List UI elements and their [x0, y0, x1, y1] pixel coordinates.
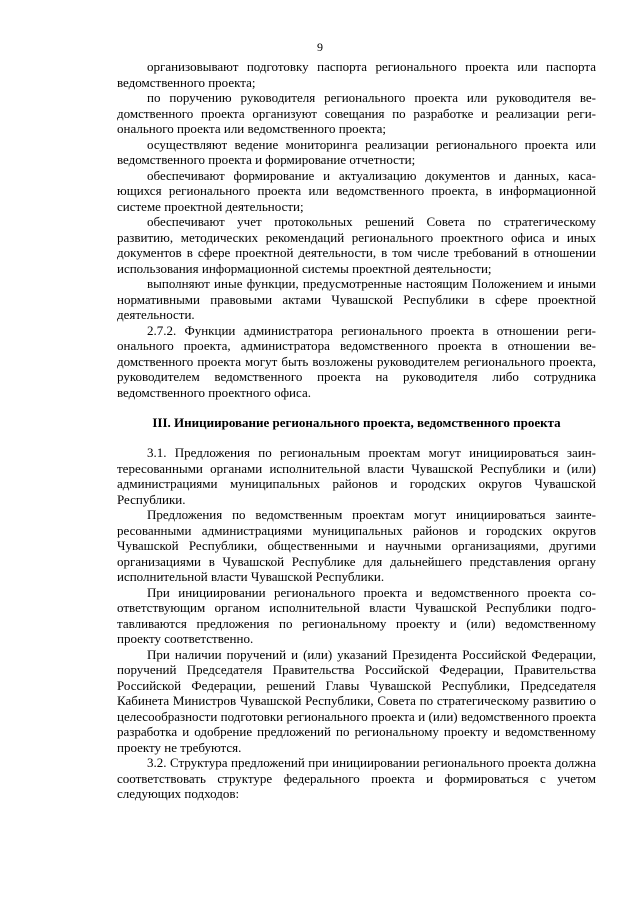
paragraph: обеспечивают учет протокольных решений Совета по стратегическому развитию, методических рекомендаций регионального проектного офиса и иных документов в сфере проектной деятельности, в том числе требований в отношении использования информационной системы проектной деятельности;	[117, 214, 596, 276]
paragraph: по поручению руководителя регионального проекта или руководителя ведомственного проекта организуют совещания по разработке и реализации регионального проекта или ведомственного проекта;	[117, 90, 596, 136]
paragraph: Предложения по ведомственным проектам могут инициироваться заинтересованными администрациями муниципальных районов и городских округов Чувашской Республики, общественными и научными организациями, другими организациями в Чувашской Республике для дальнейшего представления органу исполнительной власти Чувашской Республики.	[117, 507, 596, 584]
paragraph: 3.1. Предложения по региональным проектам могут инициироваться заинтересованными органами исполнительной власти Чувашской Республики и (или) администрациями муниципальных районов и городских округов Чувашской Республики.	[117, 445, 596, 507]
paragraph: осуществляют ведение мониторинга реализации регионального проекта или ведомственного проекта и формирование отчетности;	[117, 136, 596, 167]
paragraph: выполняют иные функции, предусмотренные настоящим Положением и иными нормативными правовыми актами Чувашской Республики в сфере проектной деятельности.	[117, 276, 596, 322]
page-number: 9	[317, 40, 323, 54]
paragraph: 3.2. Структура предложений при инициировании регионального проекта должна соответствовать структуре федерального проекта и формироваться с учетом следующих подходов:	[117, 755, 596, 801]
paragraph: 2.7.2. Функции администратора регионального проекта в отношении регионального проекта, администратора ведомственного проекта в отношении ведомственного проекта могут быть возложены руководителем регионального проекта, руководителем ведомственного проекта на руководителя либо сотрудника ведомственного проектного офиса.	[117, 322, 596, 400]
paragraph: обеспечивают формирование и актуализацию документов и данных, касающихся регионального проекта или ведомственного проекта, в информационной системе проектной деятельности;	[117, 167, 596, 214]
paragraph: организовывают подготовку паспорта регионального проекта или паспорта ведомственного проекта;	[117, 59, 596, 90]
paragraph: При наличии поручений и (или) указаний Президента Российской Федерации, поручений Председателя Правительства Российской Федерации, Правительства Российской Федерации, решений Главы Чувашской Республики, Председателя Кабинета Министров Чувашской Республики, Совета по стратегическому развитию о целесообразности подготовки регионального проекта и (или) ведомственного проекта разработка и одобрение предложений по региональному проекту и ведомственному проекту не требуются.	[117, 646, 596, 755]
paragraph: При инициировании регионального проекта и ведомственного проекта соответствующим органом исполнительной власти Чувашской Республики подготавливаются предложения по региональному проекту и (или) ведомственному проекту соответственно.	[117, 584, 596, 646]
section-heading: III. Инициирование регионального проекта, ведомственного проекта	[152, 415, 561, 430]
document-body	[117, 59, 596, 802]
